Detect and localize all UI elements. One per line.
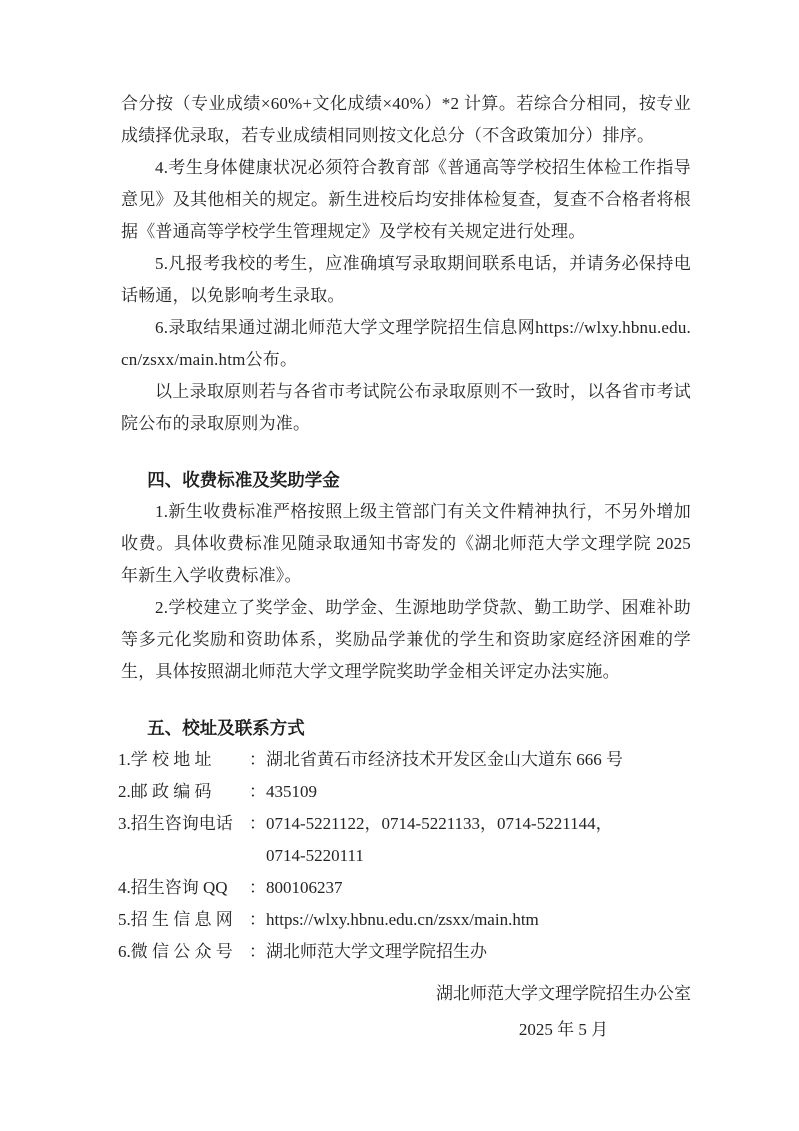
contact-label: 3.招生咨询电话: [118, 814, 233, 833]
contact-label: 5.招 生 信 息 网: [118, 910, 233, 929]
paragraph-item-5-contact-phone: 5.凡报考我校的考生，应准确填写录取期间联系电话，并请务必保持电话畅通，以免影响考生录取。: [121, 254, 691, 305]
paragraph-admission-note: 以上录取原则若与各省市考试院公布录取原则不一致时，以各省市考试院公布的录取原则为准。: [121, 382, 691, 433]
contact-row-wechat: [118, 936, 691, 968]
contact-colon: ：: [249, 878, 266, 897]
contact-value: 湖北师范大学文理学院招生办: [266, 942, 487, 961]
signature-office: 湖北师范大学文理学院招生办公室: [436, 984, 691, 1003]
section-title-contact: 五、校址及联系方式: [147, 718, 305, 738]
contact-row-phone-continued: [118, 840, 691, 872]
contact-list: [118, 744, 691, 968]
section-title-fees: 四、收费标准及奖助学金: [147, 470, 340, 490]
contact-colon: ：: [249, 782, 266, 801]
contact-colon: ：: [249, 910, 266, 929]
contact-value: 湖北省黄石市经济技术开发区金山大道东 666 号: [266, 750, 623, 769]
contact-label: 6.微 信 公 众 号: [118, 942, 233, 961]
contact-row-school-address: [118, 744, 691, 776]
signature-block: [121, 976, 691, 1048]
contact-value: 0714-5220111: [266, 846, 364, 865]
contact-label: 2.邮 政 编 码: [118, 782, 212, 801]
contact-row-postal-code: [118, 776, 691, 808]
contact-colon: ：: [249, 750, 266, 769]
paragraph-item-6-result-website: 6.录取结果通过湖北师范大学文理学院招生信息网https://wlxy.hbnu.edu.cn/zsxx/main.htm公布。: [121, 318, 691, 369]
contact-value: 0714-5221122，0714-5221133，0714-5221144，: [266, 814, 613, 833]
contact-row-phone: [118, 808, 691, 840]
contact-colon: ：: [249, 814, 266, 833]
contact-colon: ：: [249, 942, 266, 961]
contact-label: 4.招生咨询 QQ: [118, 878, 228, 897]
contact-value: 435109: [266, 782, 317, 801]
contact-value: 800106237: [266, 878, 343, 897]
signature-inner: [436, 976, 691, 1048]
contact-row-qq: [118, 872, 691, 904]
paragraph-fees-1: 1.新生收费标准严格按照上级主管部门有关文件精神执行，不另外增加收费。具体收费标准见随录取通知书寄发的《湖北师范大学文理学院 2025 年新生入学收费标准》。: [121, 502, 691, 585]
paragraph-item-4-health-check: 4.考生身体健康状况必须符合教育部《普通高等学校招生体检工作指导意见》及其他相关的规定。新生进校后均安排体检复查，复查不合格者将根据《普通高等学校学生管理规定》及学校有关规定进行处理。: [121, 158, 691, 241]
paragraph-continuation: 合分按（专业成绩×60%+文化成绩×40%）*2 计算。若综合分相同，按专业成绩择优录取，若专业成绩相同则按文化总分（不含政策加分）排序。: [121, 94, 691, 145]
contact-value: https://wlxy.hbnu.edu.cn/zsxx/main.htm: [266, 910, 539, 929]
signature-date: 2025 年 5 月: [518, 1020, 609, 1039]
contact-row-admission-website: [118, 904, 691, 936]
paragraph-fees-2: 2.学校建立了奖学金、助学金、生源地助学贷款、勤工助学、困难补助等多元化奖励和资助体系，奖励品学兼优的学生和资助家庭经济困难的学生，具体按照湖北师范大学文理学院奖助学金相关评定办法实施。: [121, 598, 691, 681]
contact-label: 1.学 校 地 址: [118, 750, 212, 769]
